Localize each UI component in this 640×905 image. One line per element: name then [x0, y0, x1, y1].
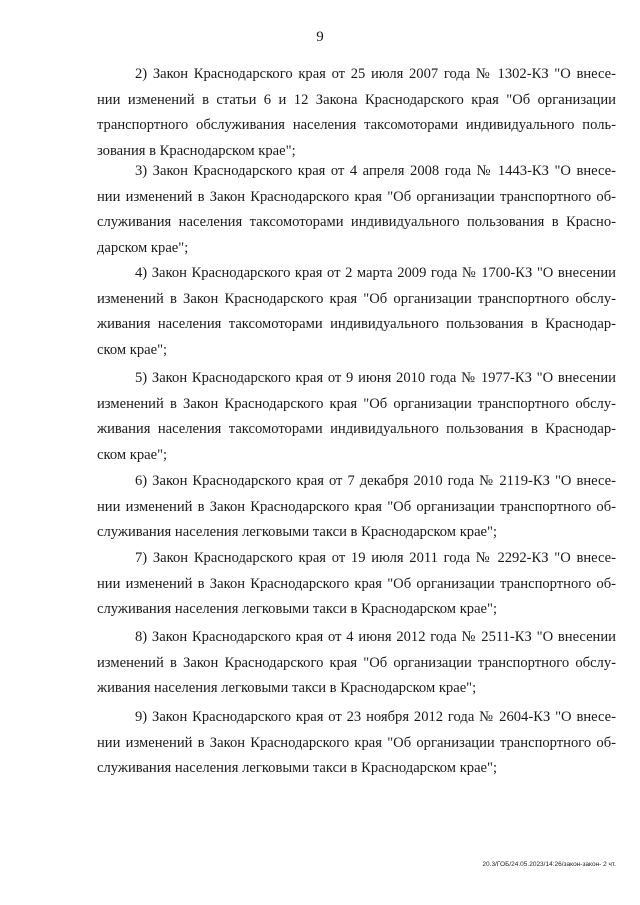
- list-item: [97, 261, 616, 363]
- list-item: [97, 705, 616, 782]
- paragraph-line: служивания населения легковыми такси в Краснодарском крае";: [97, 601, 498, 617]
- paragraph-line: 4) Закон Краснодарского края от 2 марта 2009 года № 1700-КЗ "О внесении: [135, 265, 616, 281]
- list-item: [97, 625, 616, 702]
- paragraph-line: 2) Закон Краснодарского края от 25 июля 2007 года № 1302-КЗ "О внесе-: [135, 66, 616, 82]
- paragraph-line: нии изменений в Закон Краснодарского края "Об организации транспортного об-: [97, 734, 616, 751]
- paragraph-line: живания населения легковыми такси в Краснодарском крае";: [97, 680, 477, 696]
- paragraph-line: нии изменений в Закон Краснодарского края "Об организации транспортного об-: [97, 498, 616, 515]
- list-item: [97, 469, 616, 546]
- paragraph-line: изменений в Закон Краснодарского края "Об организации транспортного обслу-: [97, 654, 616, 671]
- page-number: 9: [316, 29, 324, 45]
- paragraph-line: живания населения таксомоторами индивидуального пользования в Краснодар-: [97, 421, 616, 437]
- list-item: [97, 159, 616, 261]
- paragraph-line: 9) Закон Краснодарского края от 23 ноября 2012 года № 2604-КЗ "О внесе-: [135, 709, 616, 725]
- paragraph-line: транспортного обслуживания населения таксомоторами индивидуального поль-: [97, 117, 616, 133]
- paragraph-line: нии изменений в Закон Краснодарского края "Об организации транспортного об-: [97, 188, 616, 205]
- paragraph-line: служивания населения легковыми такси в Краснодарском крае";: [97, 524, 498, 540]
- paragraph-line: нии изменений в статьи 6 и 12 Закона Краснодарского края "Об организации: [97, 91, 616, 108]
- paragraph-line: ском крае";: [97, 446, 168, 463]
- paragraph-line: дарском крае";: [97, 239, 189, 256]
- paragraph-line: 7) Закон Краснодарского края от 19 июля 2011 года № 2292-КЗ "О внесе-: [135, 550, 616, 566]
- paragraph-line: служивания населения легковыми такси в Краснодарском крае";: [97, 760, 498, 776]
- paragraph-line: изменений в Закон Краснодарского края "Об организации транспортного обслу-: [97, 395, 616, 412]
- list-item: [97, 62, 616, 164]
- paragraph-line: ском крае";: [97, 341, 168, 358]
- paragraph-line: 5) Закон Краснодарского края от 9 июня 2010 года № 1977-КЗ "О внесении: [135, 370, 616, 386]
- list-item: [97, 366, 616, 468]
- paragraph-line: изменений в Закон Краснодарского края "Об организации транспортного обслу-: [97, 290, 616, 307]
- paragraph-line: нии изменений в Закон Краснодарского края "Об организации транспортного об-: [97, 575, 616, 592]
- paragraph-line: 6) Закон Краснодарского края от 7 декабря 2010 года № 2119-КЗ "О внесе-: [135, 473, 616, 489]
- paragraph-line: служивания населения таксомоторами индивидуального пользования в Красно-: [97, 214, 616, 230]
- paragraph-line: 3) Закон Краснодарского края от 4 апреля 2008 года № 1443-КЗ "О внесе-: [135, 163, 616, 179]
- list-item: [97, 546, 616, 623]
- paragraph-line: зования в Краснодарском крае";: [97, 142, 296, 159]
- paragraph-line: 8) Закон Краснодарского края от 4 июня 2012 года № 2511-КЗ "О внесении: [135, 629, 616, 645]
- document-footer-code: 20.3/ГОБ/24.05.2023/14:26/закон-закон- 2 чт.: [482, 861, 616, 868]
- paragraph-line: живания населения таксомоторами индивидуального пользования в Краснодар-: [97, 316, 616, 332]
